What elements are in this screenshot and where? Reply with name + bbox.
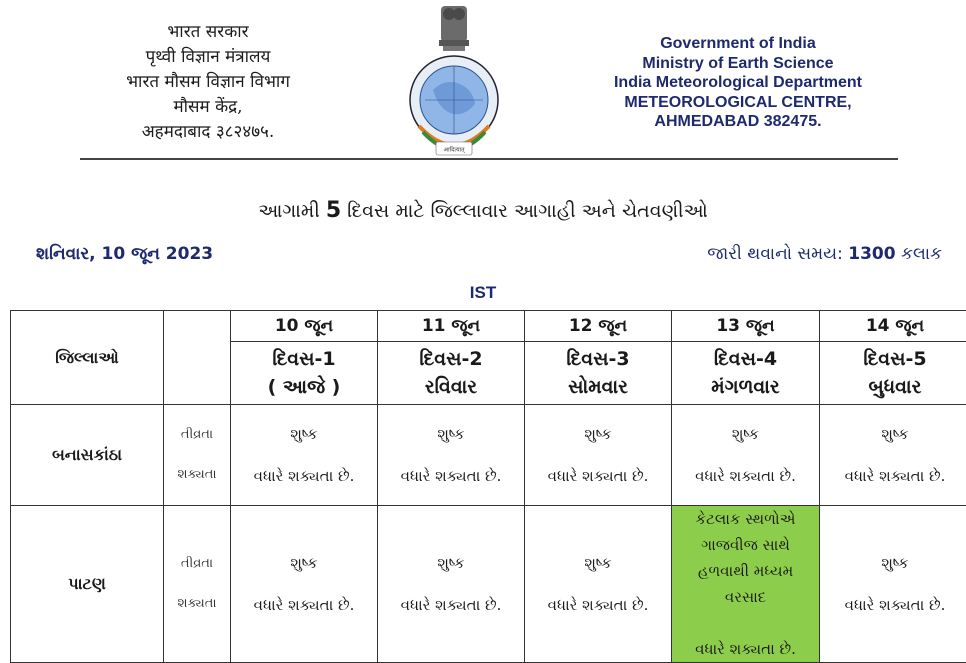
english-header <box>586 34 890 132</box>
label-column-header <box>164 311 231 405</box>
english-line: India Meteorological Department <box>586 73 890 93</box>
page-title <box>0 198 966 223</box>
issue-label: જારી થવાનો સમય: <box>707 244 843 264</box>
english-line: AHMEDABAD 382475. <box>586 112 890 132</box>
day-number: દિવસ-3 <box>525 345 671 373</box>
forecast-cell-highlighted <box>672 506 820 663</box>
imd-emblem-logo <box>405 4 503 159</box>
date: 10 જૂન 2023 <box>102 244 214 264</box>
day-header <box>378 342 525 405</box>
weekday: શનિવાર, <box>36 244 96 264</box>
day-date: 10 જૂન <box>231 311 378 342</box>
day-date: 11 જૂન <box>378 311 525 342</box>
table-row <box>11 506 966 663</box>
warning-line: કેટલાક સ્થળોએ <box>672 506 819 532</box>
probability-label: શક્યતા <box>164 455 230 495</box>
probability-text: વધારે શક્યતા છે. <box>845 596 946 614</box>
warning-text: શુષ્ક <box>820 554 966 572</box>
day-name: સોમવાર <box>525 373 671 401</box>
title-prefix: આગામી <box>258 200 320 222</box>
day-header <box>231 342 378 405</box>
probability-text: વધારે શક્યતા છે. <box>254 467 355 485</box>
issue-unit: કલાક <box>901 244 942 264</box>
hindi-header <box>92 20 324 145</box>
probability-text: વધારે શક્યતા છે. <box>401 596 502 614</box>
day-header <box>820 342 966 405</box>
district-column-header: જિલ્લાઓ <box>11 311 164 405</box>
hindi-line: मौसम केंद्र, <box>92 95 324 120</box>
day-name: રવિવાર <box>378 373 524 401</box>
title-days: 5 <box>326 198 341 223</box>
warning-text: શુષ્ક <box>525 425 671 443</box>
timezone-label: IST <box>0 283 966 303</box>
forecast-table <box>10 310 966 663</box>
warning-line: હળવાથી મધ્યમ <box>672 558 819 584</box>
hindi-line: पृथ्वी विज्ञान मंत्रालय <box>92 45 324 70</box>
probability-text: વધારે શક્યતા છે. <box>695 467 796 485</box>
warning-text: શુષ્ક <box>672 425 819 443</box>
hindi-line: भारत मौसम विज्ञान विभाग <box>92 70 324 95</box>
forecast-cell <box>820 405 966 506</box>
english-line: METEOROLOGICAL CENTRE, <box>586 93 890 113</box>
district-name: પાટણ <box>11 506 164 663</box>
day-name: મંગળવાર <box>672 373 819 401</box>
day-name: ( આજે ) <box>231 373 377 401</box>
forecast-cell <box>231 506 378 663</box>
day-number: દિવસ-2 <box>378 345 524 373</box>
forecast-cell <box>378 506 525 663</box>
english-line: Ministry of Earth Science <box>586 54 890 74</box>
day-date: 14 જૂન <box>820 311 966 342</box>
probability-text: વધારે શક્યતા છે. <box>401 467 502 485</box>
warning-line: વરસાદ <box>672 584 819 610</box>
day-name: બુધવાર <box>820 373 966 401</box>
row-labels <box>164 506 231 663</box>
warning-line: ગાજવીજ સાથે <box>672 532 819 558</box>
issue-time-value: 1300 <box>848 244 895 264</box>
day-number: દિવસ-4 <box>672 345 819 373</box>
day-header <box>672 342 820 405</box>
table-row <box>11 405 966 506</box>
warning-text: શુષ્ક <box>820 425 966 443</box>
probability-label: શક્યતા <box>164 584 230 624</box>
warning-text: શુષ્ક <box>378 425 524 443</box>
day-header <box>525 342 672 405</box>
english-line: Government of India <box>586 34 890 54</box>
probability-text: વધારે શક્યતા છે. <box>254 596 355 614</box>
warning-text: શુષ્ક <box>231 425 377 443</box>
hindi-line: अहमदाबाद ३८२४७५. <box>92 120 324 145</box>
intensity-label: તીવ્રતા <box>164 415 230 455</box>
district-name: બનાસકાંઠા <box>11 405 164 506</box>
forecast-cell <box>672 405 820 506</box>
row-labels <box>164 405 231 506</box>
probability-text: વધારે શક્યતા છે. <box>548 467 649 485</box>
warning-text: શુષ્ક <box>525 554 671 572</box>
warning-text: શુષ્ક <box>231 554 377 572</box>
svg-text:आदित्यात्: आदित्यात् <box>443 146 465 154</box>
forecast-cell <box>525 506 672 663</box>
forecast-cell <box>378 405 525 506</box>
warning-text: શુષ્ક <box>378 554 524 572</box>
probability-text: વધારે શક્યતા છે. <box>548 596 649 614</box>
issue-time <box>707 244 942 264</box>
day-date: 12 જૂન <box>525 311 672 342</box>
probability-text: વધારે શક્યતા છે. <box>845 467 946 485</box>
day-date: 13 જૂન <box>672 311 820 342</box>
probability-text: વધારે શક્યતા છે. <box>672 636 819 662</box>
forecast-cell <box>231 405 378 506</box>
header-divider <box>80 158 898 160</box>
day-number: દિવસ-5 <box>820 345 966 373</box>
day-number: દિવસ-1 <box>231 345 377 373</box>
intensity-label: તીવ્રતા <box>164 544 230 584</box>
forecast-date <box>36 244 213 264</box>
forecast-cell <box>525 405 672 506</box>
forecast-cell <box>820 506 966 663</box>
hindi-line: भारत सरकार <box>92 20 324 45</box>
title-suffix: દિવસ માટે જિલ્લાવાર આગાહી અને ચેતવણીઓ <box>347 200 708 222</box>
